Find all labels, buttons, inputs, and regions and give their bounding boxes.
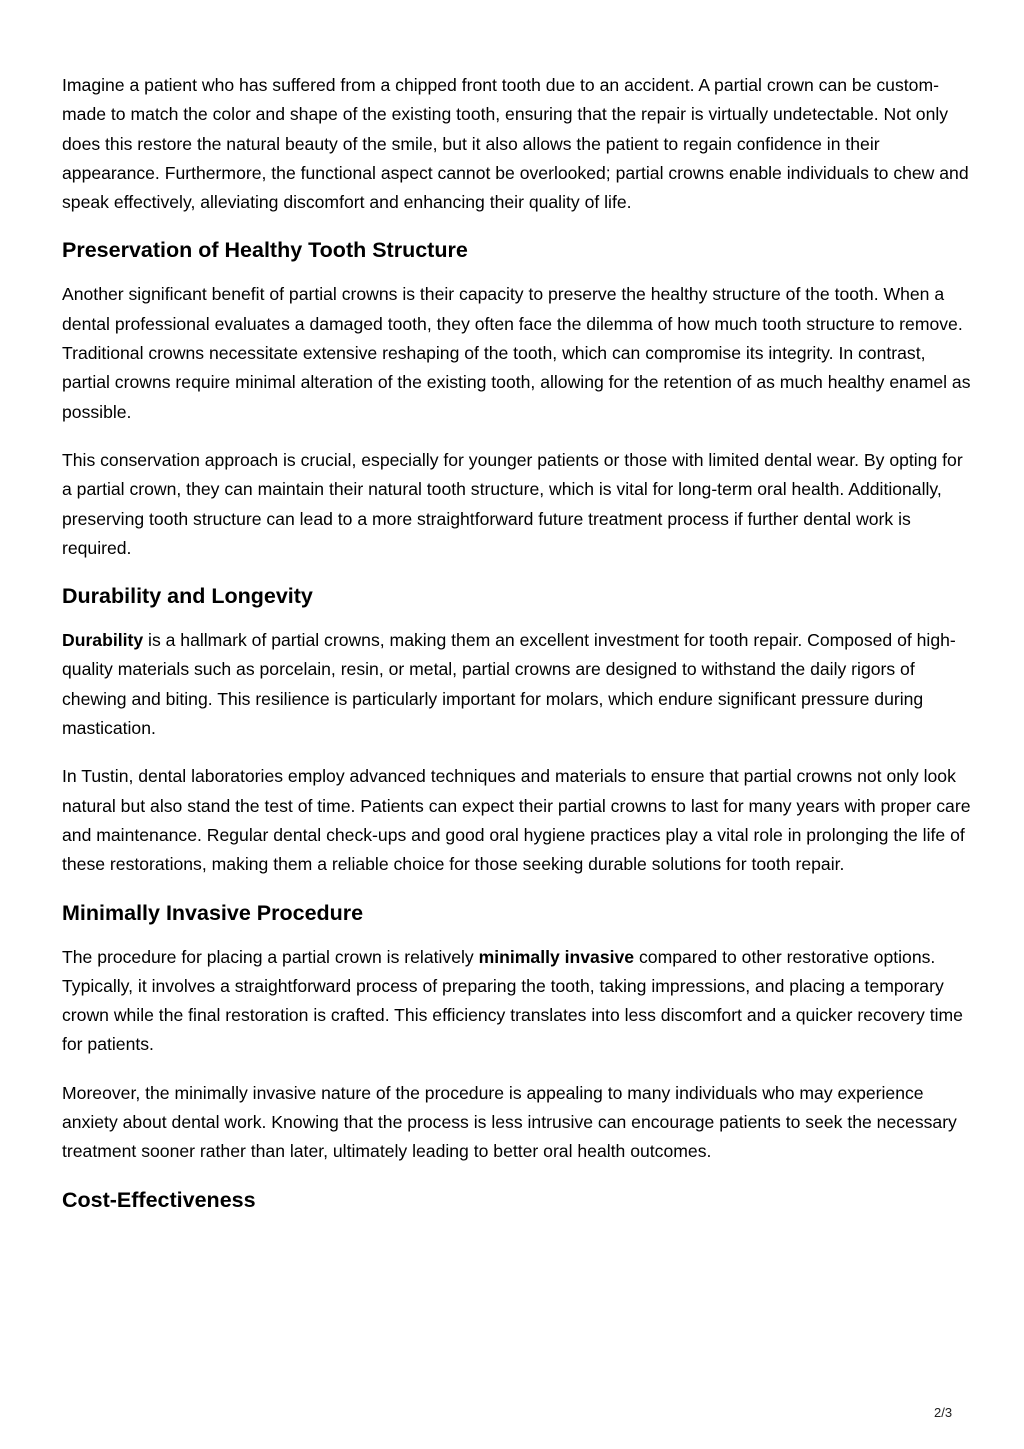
paragraph-durability bbox=[62, 626, 972, 743]
heading-durability: Durability and Longevity bbox=[62, 584, 313, 609]
heading-cost-effectiveness: Cost-Effectiveness bbox=[62, 1187, 256, 1212]
document-body bbox=[62, 71, 972, 1230]
heading-minimally-invasive: Minimally Invasive Procedure bbox=[62, 900, 364, 925]
minimally-invasive-bold-term: minimally invasive bbox=[478, 946, 635, 967]
paragraph-tustin-laboratories: In Tustin, dental laboratories employ advanced techniques and materials to ensure that partial crowns not only look natural but also stand the test of time. Patients can expect their partial crowns to last for many years with proper care and maintenance. Regular dental check-ups and good oral hygiene practices play a vital role in prolonging the life of these restorations, making them a reliable choice for those seeking durable solutions for tooth repair. bbox=[62, 766, 971, 875]
page-number: 2/3 bbox=[934, 1405, 953, 1420]
paragraph-procedure bbox=[62, 943, 972, 1060]
durability-text: is a hallmark of partial crowns, making them an excellent investment for tooth repair. Composed of high-quality materials such as porcelain, resin, or metal, partial crowns are designed to withstand the daily rigors of chewing and biting. This resilience is particularly important for molars, which endure significant pressure during mastication. bbox=[62, 630, 956, 739]
procedure-text-after: compared to other restorative options. Typically, it involves a straightforward process of preparing the tooth, taking impressions, and placing a temporary crown while the final restoration is crafted. This efficiency translates into less discomfort and a quicker recovery time for patients. bbox=[62, 946, 963, 1055]
paragraph-conservation-approach: This conservation approach is crucial, especially for younger patients or those with limited dental wear. By opting for a partial crown, they can maintain their natural tooth structure, which is vital for long-term oral health. Additionally, preserving tooth structure can lead to a more straightforward future treatment process if further dental work is required. bbox=[62, 449, 963, 558]
durability-bold-term: Durability bbox=[62, 630, 144, 651]
paragraph-chipped-tooth: Imagine a patient who has suffered from a chipped front tooth due to an accident. A partial crown can be custom-made to match the color and shape of the existing tooth, ensuring that the repair is virtually undetectable. Not only does this restore the natural beauty of the smile, but it also allows the patient to regain confidence in their appearance. Furthermore, the functional aspect cannot be overlooked; partial crowns enable individuals to chew and speak effectively, alleviating discomfort and enhancing their quality of life. bbox=[62, 75, 969, 213]
paragraph-preservation-benefit: Another significant benefit of partial crowns is their capacity to preserve the healthy structure of the tooth. When a dental professional evaluates a damaged tooth, they often face the dilemma of how much tooth structure to remove. Traditional crowns necessitate extensive reshaping of the tooth, which can compromise its integrity. In contrast, partial crowns require minimal alteration of the existing tooth, allowing for the retention of as much healthy enamel as possible. bbox=[62, 284, 971, 422]
heading-preservation: Preservation of Healthy Tooth Structure bbox=[62, 238, 468, 263]
procedure-text-before: The procedure for placing a partial crown is relatively bbox=[62, 946, 479, 967]
paragraph-anxiety: Moreover, the minimally invasive nature of the procedure is appealing to many individuals who may experience anxiety about dental work. Knowing that the process is less intrusive can encourage patients to seek the necessary treatment sooner rather than later, ultimately leading to better oral health outcomes. bbox=[62, 1082, 957, 1162]
